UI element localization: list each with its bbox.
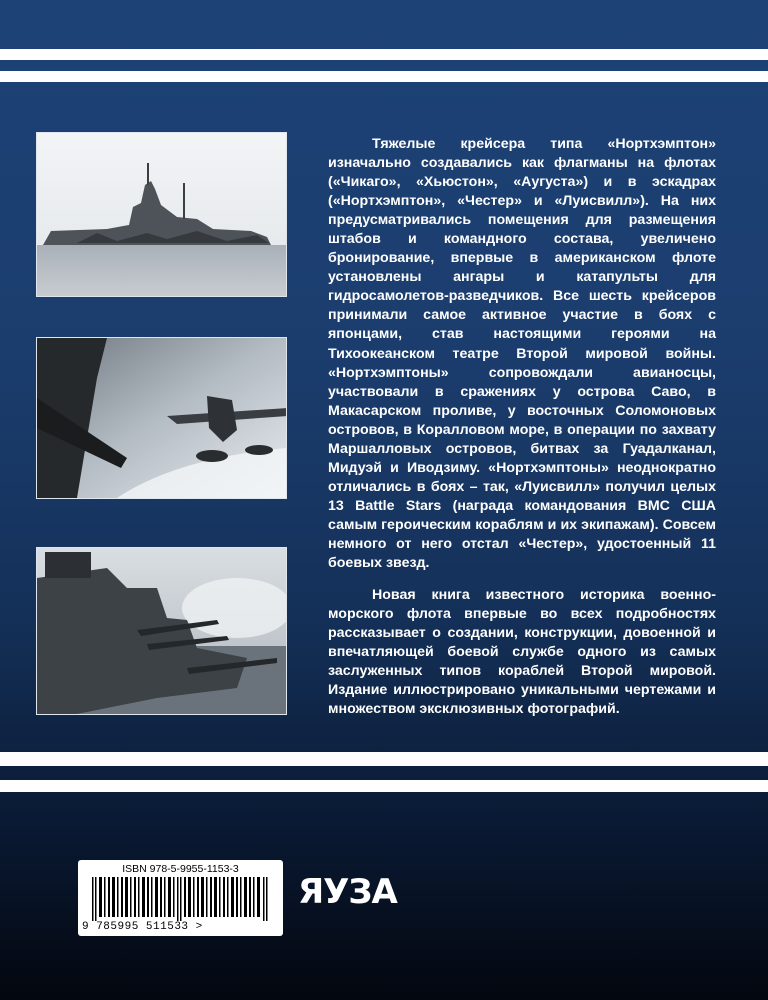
isbn-barcode	[78, 860, 283, 936]
description-paragraph-2: Новая книга известного историка военно-морского флота впервые во всех подробностях рассказывает о создании, конструкции, довоенной и впечатляющей боевой службе одного из самых заслуженных типов кораблей Второй мировой. Издание иллюстрировано уникальными чертежами и множеством эксклюзивных фотографий.	[328, 587, 716, 718]
description-paragraph-1: Тяжелые крейсера типа «Нортхэмптон» изначально создавались как флагманы на флотах («Чикаго», «Хьюстон», «Аугуста») и в эскадрах («Нортхэмптон», «Честер» и «Луисвилл»). На них предусматривались помещения для размещения штабов и командного состава, увеличено бронирование, впервые в американском флоте установлены ангары и катапульты для гидросамолетов-разведчиков. Все шесть крейсеров принимали самое активное участие в боях с японцами, став настоящими героями на Тихоокеанском театре Второй мировой войны. «Нортхэмптоны» сопровождали авианосцы, участвовали в сражениях у острова Саво, в Макасарском проливе, у восточных Соломоновых островов, в Коралловом море, в операции по захвату Маршалловых островов, битвах за Гуадалканал, Мидуэй и Иводзиму. «Нортхэмптоны» неоднократно отличались в боях – так, «Луисвилл» получил целых 13 Battle Stars (награда командования ВМС США самым героическим кораблям и их экипажам). Совсем немного от него отстал «Честер», удостоенный 11 боевых звезд.	[328, 136, 716, 572]
bottom-stripe-1	[0, 752, 768, 766]
isbn-number: ISBN 978-5-9955-1153-3	[122, 863, 239, 875]
bottom-stripe-2	[0, 780, 768, 792]
top-stripe-1	[0, 49, 768, 60]
barcode-bars	[92, 877, 270, 921]
barcode-digits: 9 785995 511533 >	[82, 921, 203, 933]
cover-description	[328, 135, 716, 719]
seaplane-photo	[36, 337, 287, 499]
top-stripe-2	[0, 71, 768, 82]
cruiser-photo	[36, 132, 287, 297]
guns-photo	[36, 547, 287, 715]
publisher-logo: ЯУЗА	[298, 872, 397, 912]
